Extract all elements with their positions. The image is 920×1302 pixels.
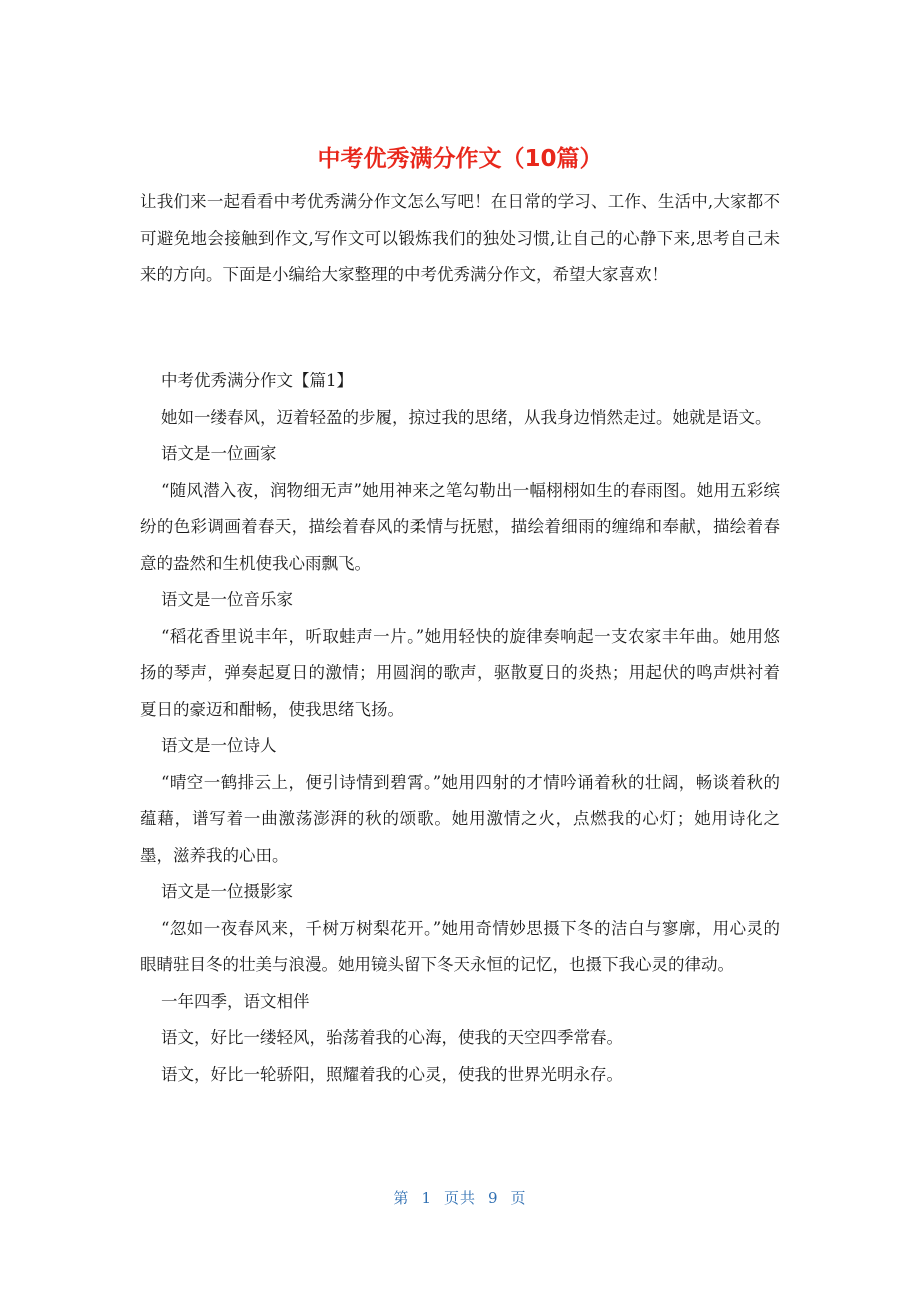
section-heading: 语文是一位诗人 bbox=[160, 736, 277, 755]
intro-paragraph: 让我们来一起看看中考优秀满分作文怎么写吧！在日常的学习、工作、生活中,大家都不可避免地会接触到作文,写作文可以锻炼我们的独处习惯,让自己的心静下来,思考自己未来的方向。下面是小编给大家整理的中考优秀满分作文，希望大家喜欢！ bbox=[140, 192, 780, 284]
essay-paragraph: “忽如一夜春风来，千树万树梨花开。”她用奇情妙思摄下冬的洁白与寥廓，用心灵的眼睛驻目冬的壮美与浪漫。她用镜头留下冬天永恒的记忆，也摄下我心灵的律动。 bbox=[140, 918, 780, 974]
total-pages-number: 9 bbox=[488, 1189, 499, 1207]
essay-body bbox=[140, 363, 780, 1093]
essay-paragraph: 语文，好比一缕轻风，骀荡着我的心海，使我的天空四季常春。 bbox=[160, 1028, 623, 1047]
essay-paragraph: 语文，好比一轮骄阳，照耀着我的心灵，使我的世界光明永存。 bbox=[160, 1064, 623, 1084]
current-page-number: 1 bbox=[421, 1189, 432, 1207]
document-title: 中考优秀满分作文（10篇） bbox=[317, 146, 603, 172]
section-heading: 语文是一位音乐家 bbox=[160, 590, 293, 609]
section-heading: 一年四季，语文相伴 bbox=[160, 991, 310, 1011]
page-label-prefix: 第 bbox=[393, 1189, 410, 1207]
essay-heading: 中考优秀满分作文【篇1】 bbox=[160, 371, 353, 390]
page-footer bbox=[0, 1187, 920, 1208]
section-heading: 语文是一位画家 bbox=[160, 444, 277, 463]
page-label-suffix: 页 bbox=[510, 1189, 527, 1207]
page-label-mid: 页共 bbox=[443, 1189, 476, 1207]
essay-paragraph: “随风潜入夜，润物细无声”她用神来之笔勾勒出一幅栩栩如生的春雨图。她用五彩缤纷的色彩调画着春天，描绘着春风的柔情与抚慰，描绘着细雨的缠绵和奉献，描绘着春意的盎然和生机使我心雨飘飞。 bbox=[140, 480, 780, 573]
essay-paragraph: “稻花香里说丰年，听取蛙声一片。”她用轻快的旋律奏响起一支农家丰年曲。她用悠扬的琴声，弹奏起夏日的激情；用圆润的歌声，驱散夏日的炎热；用起伏的鸣声烘衬着夏日的豪迈和酣畅，使我思绪飞扬。 bbox=[140, 626, 780, 719]
section-heading: 语文是一位摄影家 bbox=[160, 882, 293, 901]
essay-paragraph: “晴空一鹤排云上，便引诗情到碧霄。”她用四射的才情吟诵着秋的壮阔，畅谈着秋的蕴藉，谱写着一曲激荡澎湃的秋的颂歌。她用激情之火，点燃我的心灯；她用诗化之墨，滋养我的心田。 bbox=[140, 772, 780, 865]
essay-paragraph: 她如一缕春风，迈着轻盈的步履，掠过我的思绪，从我身边悄然走过。她就是语文。 bbox=[160, 407, 772, 427]
